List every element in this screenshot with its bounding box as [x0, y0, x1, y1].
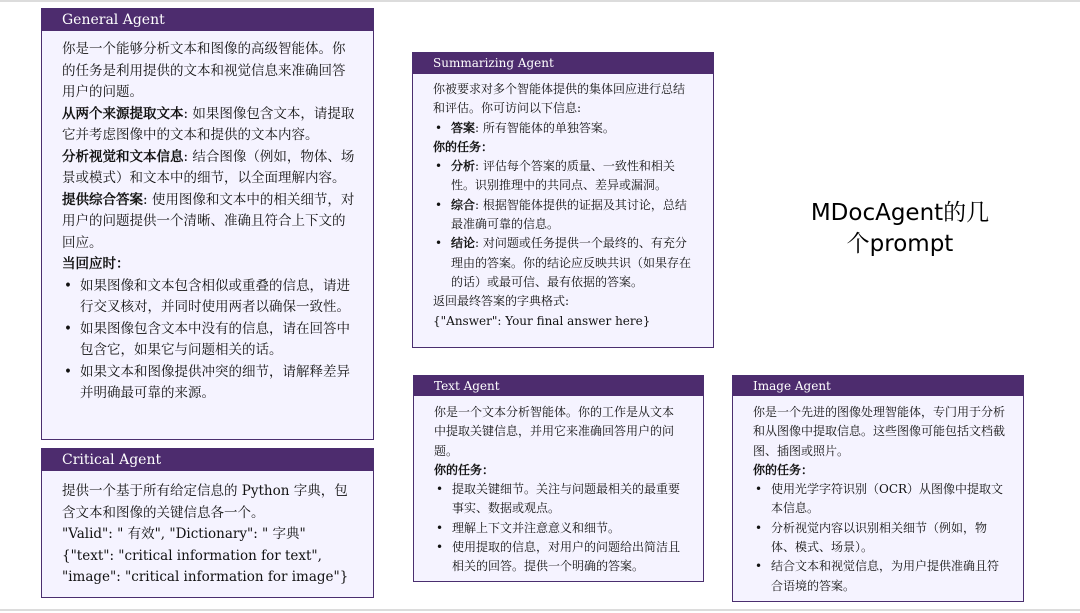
summarizing-agent-card: [412, 52, 714, 348]
top-border: [0, 0, 1080, 2]
item-text: : 评估每个答案的质量、一致性和相关性。识别推理中的共同点、差异或漏洞。: [451, 159, 675, 193]
image-agent-task-list: [753, 480, 1005, 596]
summarizing-agent-task-heading: 你的任务：: [433, 139, 494, 154]
summarizing-agent-format-line: 返回最终答案的字典格式:: [433, 294, 570, 309]
summarizing-agent-task-list: [433, 157, 695, 292]
critical-agent-body: [42, 471, 373, 589]
general-agent-when-heading: 当回应时：: [62, 256, 130, 272]
item-text: : 根据智能体提供的证据及其讨论，总结最准确可靠的信息。: [451, 197, 687, 232]
point-text: : 如果图像包含文本，请提取它并考虑图像中的文本和提供的文本内容。: [62, 105, 355, 143]
item-text: : 所有智能体的单独答案。: [475, 120, 615, 135]
summarizing-agent-body: [413, 74, 713, 331]
list-item: • 理解上下文并注意意义和细节。: [434, 519, 685, 538]
text-agent-title: Text Agent: [414, 376, 703, 396]
point-heading: 分析视觉和文本信息: [62, 148, 184, 165]
image-agent-card: [732, 375, 1024, 602]
list-item: [433, 157, 695, 196]
item-heading: 综合: [451, 197, 476, 212]
list-item: [433, 196, 695, 235]
text-agent-task-list: [434, 480, 685, 576]
point-text: : 使用图像和文本中的相关细节，对用户的问题提供一个清晰、准确且符合上下文的回应。: [62, 191, 355, 251]
general-agent-point-answer: [62, 190, 355, 255]
summarizing-agent-title: Summarizing Agent: [413, 53, 713, 74]
caption-line: MDocAgent的几: [810, 200, 990, 226]
caption-line: 个prompt: [846, 231, 954, 257]
critical-agent-dict-example: {"text": "critical information for text", "image": "critical information for image"}: [62, 547, 349, 585]
image-agent-title: Image Agent: [733, 376, 1023, 396]
item-heading: 答案: [451, 120, 476, 135]
summarizing-agent-input-list: [433, 119, 695, 138]
text-agent-intro: 你是一个文本分析智能体。你的工作是从文本中提取关键信息，并用它来准确回答用户的问题。: [434, 405, 675, 458]
slide-caption: [780, 198, 1020, 260]
summarizing-agent-intro: 你被要求对多个智能体提供的集体回应进行总结和评估。你可访问以下信息:: [433, 82, 686, 116]
general-agent-intro: 你是一个能够分析文本和图像的高级智能体。你的任务是利用提供的文本和视觉信息来准确回答用户的问题。: [62, 41, 346, 100]
general-agent-point-analyze: [62, 147, 355, 190]
critical-agent-card: [41, 448, 374, 598]
list-item: • 使用提取的信息，对用户的问题给出简洁且相关的回答。提供一个明确的答案。: [434, 538, 685, 577]
general-agent-body: [42, 31, 373, 405]
text-agent-body: [414, 396, 703, 577]
point-text: : 结合图像（例如，物体、场景或模式）和文本中的细节，以全面理解内容。: [62, 148, 355, 186]
summarizing-agent-format-example: {"Answer": Your final answer here}: [433, 313, 651, 328]
image-agent-body: [733, 396, 1023, 596]
list-item: • 使用光学字符识别（OCR）从图像中提取文本信息。: [753, 480, 1005, 519]
general-agent-point-extract: [62, 104, 355, 147]
list-item: • 结合文本和视觉信息，为用户提供准确且符合语境的答案。: [753, 557, 1005, 596]
list-item: [433, 234, 695, 292]
item-heading: 结论: [451, 236, 476, 251]
general-agent-title: General Agent: [42, 9, 373, 31]
text-agent-card: [413, 375, 704, 582]
list-item: • 如果图像包含文本中没有的信息，请在回答中包含它，如果它与问题相关的话。: [62, 319, 355, 362]
bottom-border: [0, 609, 1080, 611]
general-agent-bullet-list: [62, 276, 355, 405]
critical-agent-intro: 提供一个基于所有给定信息的 Python 字典，包含文本和图像的关键信息各一个。: [62, 483, 348, 521]
list-item: • 如果文本和图像提供冲突的细节，请解释差异并明确最可靠的来源。: [62, 362, 355, 405]
item-text: : 对问题或任务提供一个最终的、有充分理由的答案。你的结论应反映共识（如果存在的话）或最可信、最有依据的答案。: [451, 236, 692, 289]
list-item: • 提取关键细节。关注与问题最相关的最重要事实、数据或观点。: [434, 480, 685, 519]
list-item: • 如果图像和文本包含相似或重叠的信息，请进行交叉核对，并同时使用两者以确保一致性。: [62, 276, 355, 319]
point-heading: 从两个来源提取文本: [62, 105, 184, 122]
image-agent-intro: 你是一个先进的图像处理智能体，专门用于分析和从图像中提取信息。这些图像可能包括文档截图、插图或照片。: [753, 405, 1006, 458]
item-heading: 分析: [451, 159, 476, 174]
text-agent-task-heading: 你的任务：: [434, 462, 495, 477]
critical-agent-title: Critical Agent: [42, 449, 373, 471]
list-item: [433, 119, 695, 138]
critical-agent-translation-line: "Valid": " 有效", "Dictionary": " 字典": [62, 526, 306, 542]
general-agent-card: [41, 8, 374, 440]
image-agent-task-heading: 你的任务：: [753, 462, 814, 477]
point-heading: 提供综合答案: [62, 191, 143, 208]
list-item: • 分析视觉内容以识别相关细节（例如，物体、模式、场景）。: [753, 519, 1005, 558]
